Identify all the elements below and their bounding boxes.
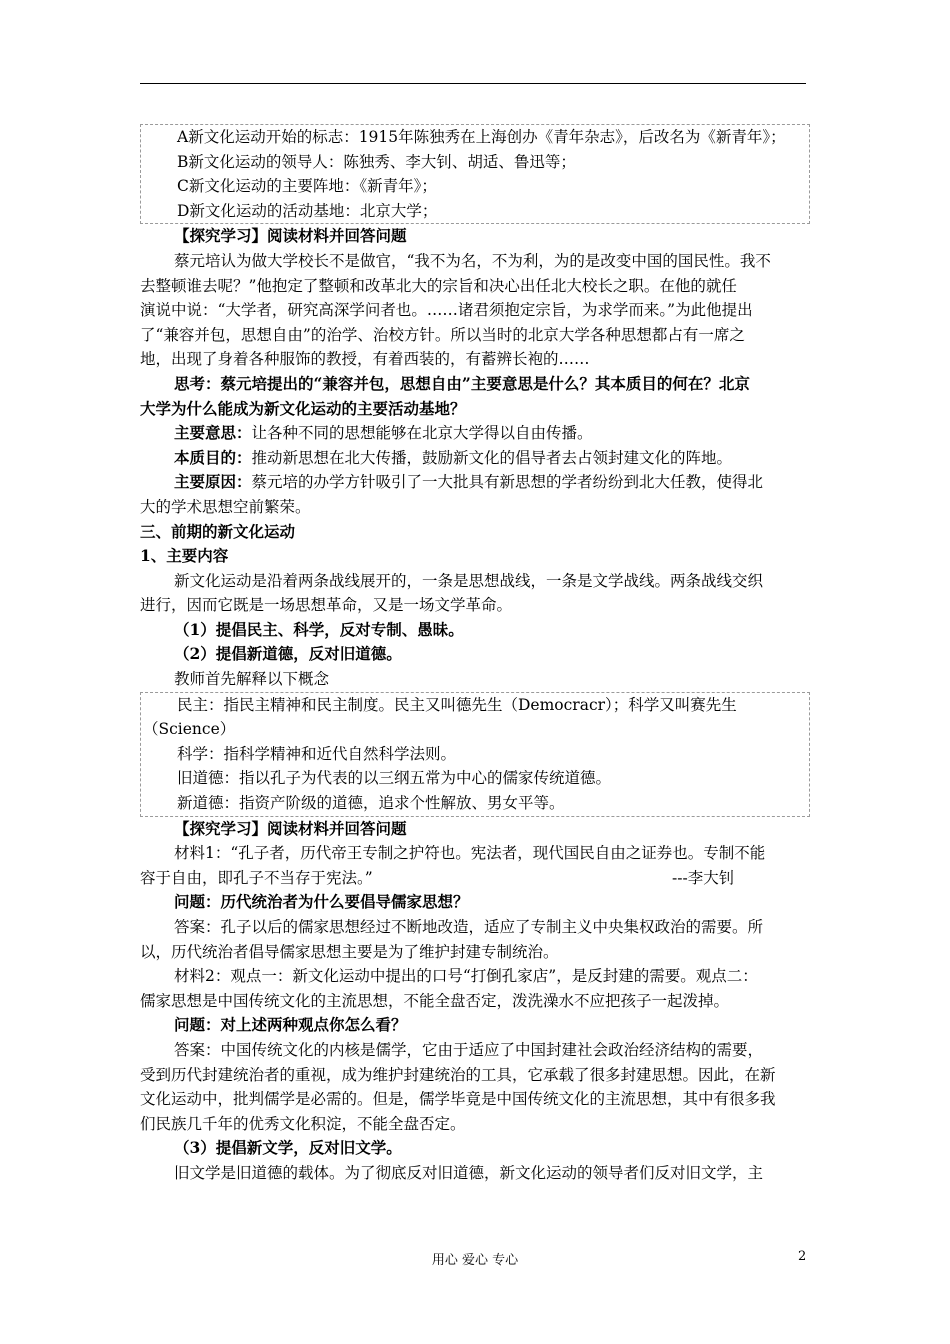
answer-text: 受到历代封建统治者的重视，成为维护封建统治的工具，它承载了很多封建思想。因此，在新	[140, 1065, 776, 1084]
footer-motto: 用心 爱心 专心	[431, 1253, 519, 1268]
point-heading: （2）提倡新道德，反对旧道德。	[174, 644, 402, 664]
material-text-line	[140, 866, 810, 891]
answer-text: 答案：中国传统文化的内核是儒学，它由于适应了中国封建社会政治经济结构的需要，	[174, 1040, 764, 1059]
page-number: 2	[798, 1249, 807, 1264]
answer-label: 主要原因：	[174, 472, 252, 492]
concept-box	[140, 692, 810, 817]
summary-box	[140, 124, 810, 224]
teacher-note: 教师首先解释以下概念	[174, 670, 330, 689]
answer-line	[140, 470, 810, 495]
point-heading: （1）提倡民主、科学，反对专制、愚昧。	[174, 619, 464, 639]
material-text: 材料2：观点一：新文化运动中提出的口号“打倒孔家店”，是反封建的需要。观点二：	[174, 967, 758, 986]
answer-label: 主要意思：	[174, 423, 252, 443]
answer-text: 蔡元培的办学方针吸引了一大批具有新思想的学者纷纷到北大任教，使得北	[251, 473, 764, 492]
material-text: 了“兼容并包，思想自由”的治学、治校方针。所以当时的北京大学各种思想都占有一席之	[140, 325, 745, 344]
point-heading: （3）提倡新文学，反对旧文学。	[174, 1138, 402, 1158]
intro-text: 进行，因而它既是一场思想革命，又是一场文学革命。	[140, 596, 513, 615]
material-text: 蔡元培认为做大学校长不是做官，“我不为名，不为利，为的是改变中国的国民性。我不	[174, 251, 771, 270]
material-text: 容于自由，即孔子不当存于宪法。”	[140, 868, 373, 887]
answer-text: 文化运动中，批判儒学是必需的。但是，儒学毕竟是中国传统文化的主流思想，其中有很多我	[140, 1090, 776, 1109]
think-question: 思考：蔡元培提出的“兼容并包，思想自由”主要意思是什么？其本质目的何在？北京	[174, 373, 750, 393]
attribution: ---李大钊	[672, 868, 735, 887]
explore-heading: 【探究学习】阅读材料并回答问题	[174, 818, 407, 838]
concept-line: 民主：指民主精神和民主制度。民主又叫德先生（Democracr）；科学又叫赛先生	[177, 695, 737, 714]
think-question: 大学为什么能成为新文化运动的主要活动基地？	[140, 398, 466, 418]
answer-text: 让各种不同的思想能够在北京大学得以自由传播。	[251, 424, 593, 443]
subsection-title: 1、主要内容	[140, 546, 229, 566]
material-text: 演说中说：“大学者，研究高深学问者也。……诸君须抱定宗旨，为求学而来。”为此他提出	[140, 301, 753, 320]
intro-text: 新文化运动是沿着两条战线展开的，一条是思想战线，一条是文学战线。两条战线交织	[174, 571, 764, 590]
material-text: 地，出现了身着各种服饰的教授，有着西装的，有蓄辨长袍的……	[140, 350, 590, 369]
concept-line: 新道德：指资产阶级的道德，追求个性解放、男女平等。	[177, 794, 565, 813]
body-text: 旧文学是旧道德的载体。为了彻底反对旧道德，新文化运动的领导者们反对旧文学，主	[174, 1163, 764, 1182]
question-text: 问题：对上述两种观点你怎么看？	[174, 1015, 407, 1035]
material-text: 儒家思想是中国传统文化的主流思想，不能全盘否定，泼洗澡水不应把孩子一起泼掉。	[140, 991, 730, 1010]
summary-line: A新文化运动开始的标志：1915年陈独秀在上海创办《青年杂志》，后改名为《新青年》；	[177, 128, 786, 146]
answer-text: 以，历代统治者倡导儒家思想主要是为了维护封建专制统治。	[140, 942, 559, 961]
section-title: 三、前期的新文化运动	[140, 521, 296, 541]
answer-text: 们民族几千年的优秀文化积淀，不能全盘否定。	[140, 1114, 466, 1133]
material-text: 去整顿谁去呢？”他抱定了整顿和改革北大的宗旨和决心出任北大校长之职。在他的就任	[140, 276, 737, 295]
concept-line: 科学：指科学精神和近代自然科学法则。	[177, 744, 457, 763]
answer-text: 大的学术思想空前繁荣。	[140, 497, 311, 516]
concept-line: （Science）	[143, 720, 236, 739]
summary-line: B新文化运动的领导人：陈独秀、李大钊、胡适、鲁迅等；	[177, 152, 576, 171]
summary-line: C新文化运动的主要阵地：《新青年》；	[177, 177, 437, 196]
answer-text: 答案：孔子以后的儒家思想经过不断地改造，适应了专制主义中央集权政治的需要。所	[174, 918, 764, 936]
question-text: 问题：历代统治者为什么要倡导儒家思想？	[174, 892, 469, 912]
concept-line: 旧道德：指以孔子为代表的以三纲五常为中心的儒家传统道德。	[177, 769, 612, 788]
answer-line	[140, 446, 810, 471]
answer-label: 本质目的：	[174, 447, 252, 467]
material-text: 材料1：“孔子者，历代帝王专制之护符也。宪法者，现代国民自由之证券也。专制不能	[174, 844, 766, 863]
answer-text: 推动新思想在北大传播，鼓励新文化的倡导者去占领封建文化的阵地。	[251, 448, 733, 467]
answer-line	[140, 421, 810, 446]
page-body	[140, 124, 810, 1186]
explore-heading: 【探究学习】阅读材料并回答问题	[174, 226, 407, 246]
summary-line: D新文化运动的活动基地：北京大学；	[177, 201, 438, 220]
header-rule	[140, 83, 806, 84]
